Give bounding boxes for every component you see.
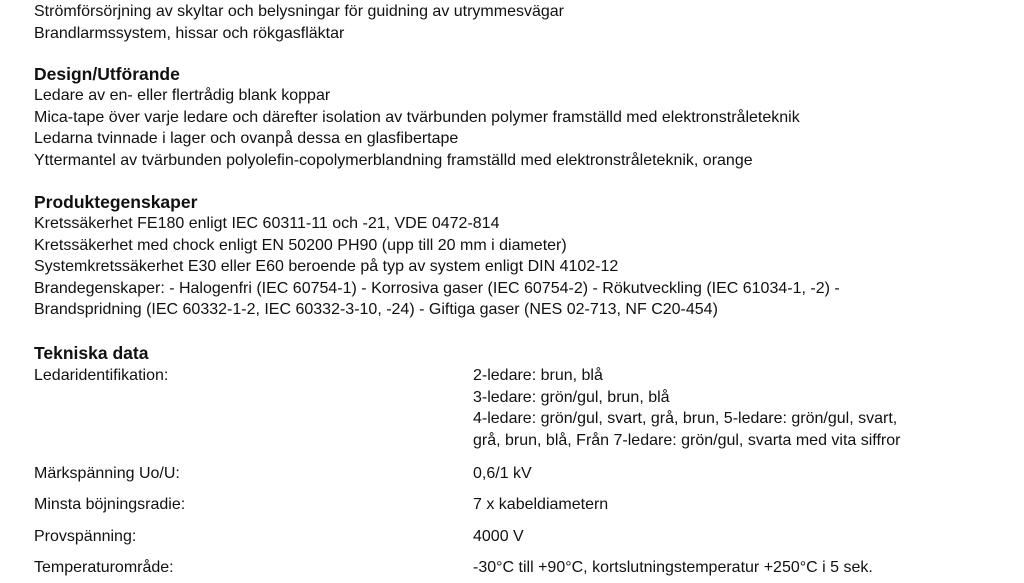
spec-value-line: grå, brun, blå, Från 7-ledare: grön/gul, svarta med vita siffror [473,431,901,449]
intro-line: Strömförsörjning av skyltar och belysningar för guidning av utrymmesvägar [34,3,565,20]
properties-heading: Produktegenskaper [34,192,198,212]
design-line: Mica-tape över varje ledare och därefter isolation av tvärbunden polymer framställd med elektronstråleteknik [34,108,800,126]
spec-label: Minsta böjningsradie: [34,496,186,513]
technical-heading: Tekniska data [34,343,149,363]
spec-value: 0,6/1 kV [473,465,532,482]
intro-section [34,1,564,44]
spec-value-line: 2-ledare: brun, blå [473,367,603,384]
spec-value: 7 x kabeldiametern [473,496,609,513]
properties-line: Kretssäkerhet med chock enligt EN 50200 PH90 (upp till 20 mm i diameter) [34,236,567,254]
spec-value-line: 3-ledare: grön/gul, brun, blå [473,388,670,406]
intro-line: Brandlarmssystem, hissar och rökgasfläktar [34,24,345,42]
spec-label: Provspänning: [34,528,137,545]
properties-line: Kretssäkerhet FE180 enligt IEC 60311-11 och -21, VDE 0472-814 [34,215,500,232]
technical-section [34,342,148,364]
spec-label: Ledaridentifikation: [34,367,169,384]
design-heading: Design/Utförande [34,64,180,84]
spec-row-conductor-id [34,365,1014,453]
design-line: Yttermantel av tvärbunden polyolefin-copolymerblandning framställd med elektronstråleteknik, orange [34,151,753,169]
design-line: Ledarna tvinnade i lager och ovanpå dessa en glasfibertape [34,130,459,148]
properties-line: Brandspridning (IEC 60332-1-2, IEC 60332-3-10, -24) - Giftiga gaser (NES 02-713, NF C20-454) [34,301,718,319]
design-section [34,63,800,171]
properties-section [34,191,840,321]
spec-value-line: 4-ledare: grön/gul, svart, grå, brun, 5-ledare: grön/gul, svart, [473,410,898,428]
spec-label: Märkspänning Uo/U: [34,465,180,482]
spec-value [473,365,900,451]
design-line: Ledare av en- eller flertrådig blank koppar [34,87,331,104]
spec-value: 4000 V [473,528,524,545]
properties-line: Brandegenskaper: - Halogenfri (IEC 60754-1) - Korrosiva gaser (IEC 60754-2) - Rökutveckling (IEC 61034-1, -2) - [34,279,840,297]
spec-value: -30°C till +90°C, kortslutningstemperatur +250°C i 5 sek. [473,559,873,576]
properties-line: Systemkretssäkerhet E30 eller E60 beroende på typ av system enligt DIN 4102-12 [34,258,619,276]
spec-label: Temperaturområde: [34,559,174,576]
